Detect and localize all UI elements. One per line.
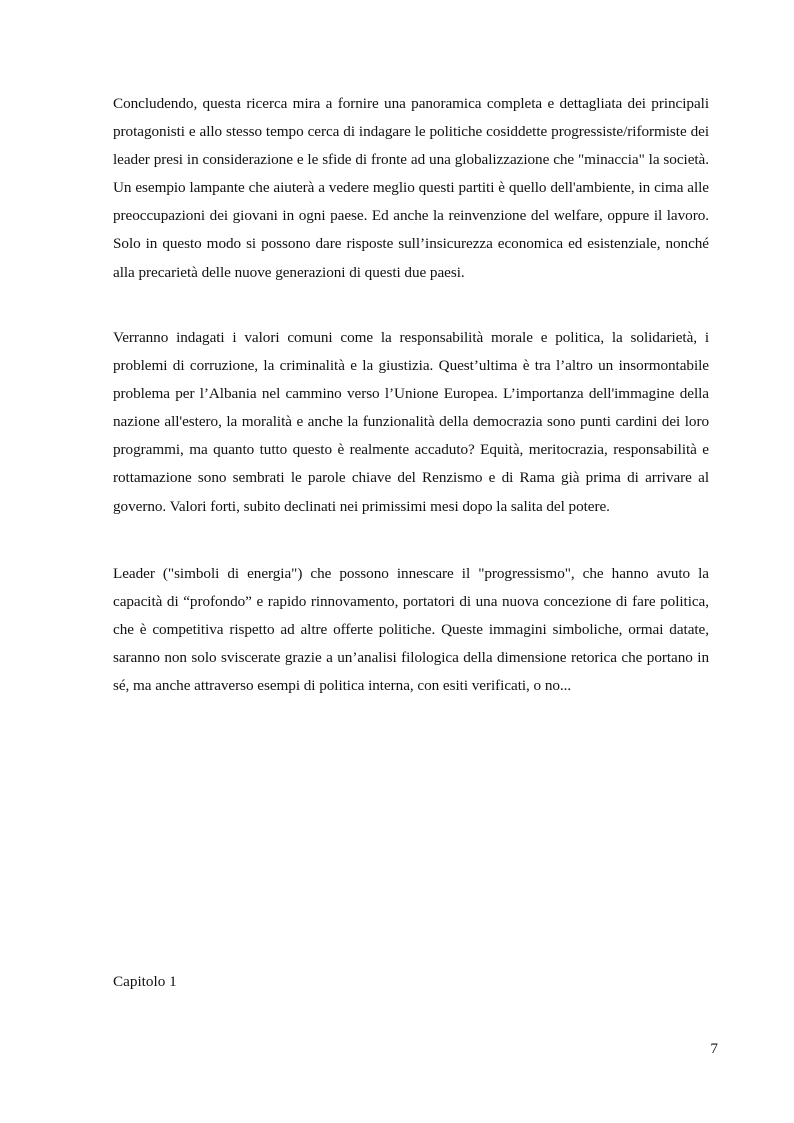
page-number: 7 [710, 1040, 718, 1057]
paragraph-leaders: Leader ("simboli di energia") che possono innescare il "progressismo", che hanno avuto la capacità di “profondo” e rapido rinnovamento, portatori di una nuova concezione di fare politica, che è competitiva rispetto ad altre offerte politiche. Queste immagini simboliche, ormai datate, saranno non solo sviscerate grazie a un’analisi filologica della dimensione retorica che portano in sé, ma anche attraverso esempi di politica interna, con esiti verificati, o no... [113, 565, 709, 695]
paragraph-conclusion: Concludendo, questa ricerca mira a fornire una panoramica completa e dettagliata dei principali protagonisti e allo stesso tempo cerca di indagare le politiche cosiddette progressiste/riformiste dei leader presi in considerazione e le sfide di fronte ad una globalizzazione che "minaccia" la società. Un esempio lampante che aiuterà a vedere meglio questi partiti è quello dell'ambiente, in cima alle preoccupazioni dei giovani in ogni paese. Ed anche la reinvenzione del welfare, oppure il lavoro. Solo in questo modo si possono dare risposte sull’insicurezza economica ed esistenziale, nonché alla precarietà delle nuove generazioni di questi due paesi. [113, 95, 709, 281]
paragraph-common-values: Verranno indagati i valori comuni come la responsabilità morale e politica, la solidarietà, i problemi di corruzione, la criminalità e la giustizia. Quest’ultima è tra l’altro un insormontabile problema per l’Albania nel cammino verso l’Unione Europea. L’importanza dell'immagine della nazione all'estero, la moralità e anche la funzionalità della democrazia sono punti cardini dei loro programmi, ma quanto tutto questo è realmente accaduto? Equità, meritocrazia, responsabilità e rottamazione sono sembrati le parole chiave del Renzismo e di Rama già prima di arrivare al governo. Valori forti, subito declinati nei primissimi mesi dopo la salita del potere. [113, 329, 709, 515]
chapter-heading: Capitolo 1 [113, 973, 177, 990]
